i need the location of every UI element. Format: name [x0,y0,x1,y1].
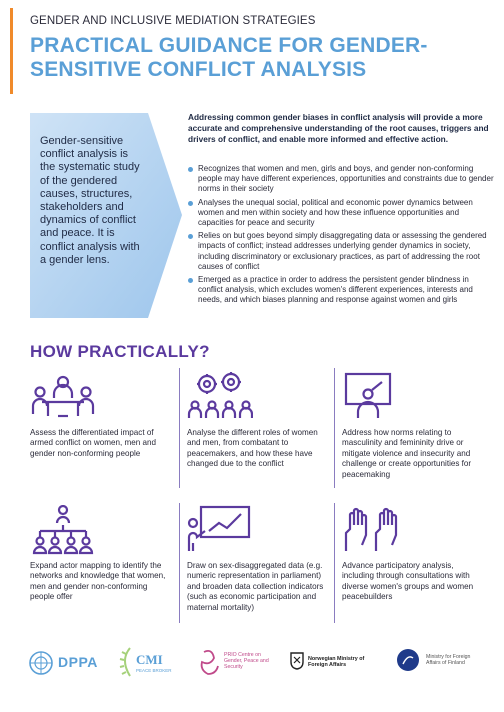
presentation-board-icon [342,372,408,422]
cmi-subtitle: PEACE BROKER [136,668,172,673]
page-title: PRACTICAL GUIDANCE FOR GENDER-SENSITIVE CONFLICT ANALYSIS [30,34,428,81]
column-divider [334,503,335,623]
bullet-dot [188,167,193,172]
practice-card [342,505,484,620]
un-emblem-icon [28,650,54,676]
prio-figure-icon [198,648,220,676]
column-divider [334,368,335,488]
prio-text: PRIO Centre on Gender, Peace and Security [224,652,269,671]
laurel-icon [118,646,134,678]
finland-emblem-icon [396,648,420,672]
definition-text: Gender-sensitive conflict analysis is the systematic study of the gendered causes, structures, stakeholders and dynamics of conflict and peace. It is conflict analysis with a gender lens. [40,135,140,266]
kicker: GENDER AND INCLUSIVE MEDIATION STRATEGIES [30,15,316,27]
practice-card [30,505,172,620]
dppa-wordmark: DPPA [58,654,98,670]
people-gears-icon [187,372,253,422]
column-divider [179,503,180,623]
finland-text: Ministry for Foreign Affairs of Finland [426,654,471,667]
trend-chart-icon [187,505,253,555]
meeting-table-icon [30,372,96,422]
cmi-logo [118,646,172,683]
cmi-wordmark: CMI [136,652,163,667]
prio-logo [198,648,269,681]
list-item: Analyses the unequal social, political and economic power dynamics between women and men within society and how these influence opportunities and capacities for peace and security [188,198,494,229]
list-item: Emerged as a practice in order to address the persistent gender blindness in conflict analysis, which excludes women's different experiences, interests and needs, and which biases planning and response against women and girls [188,275,494,306]
list-item: Recognizes that women and men, girls and boys, and gender non-conforming people may have different experiences, opportunities and constraints due to gender norms in their society [188,164,494,195]
column-divider [179,368,180,488]
bullet-dot [188,278,193,283]
practice-card [187,372,329,482]
accent-bar [10,8,13,94]
norway-text: Norwegian Ministry of Foreign Affairs [308,656,365,669]
norway-logo [290,652,365,675]
org-chart-icon [30,505,96,555]
un-dppa-logo [28,650,98,681]
bullet-list [188,164,494,309]
card-text: Assess the differentiated impact of armed conflict on women, men and gender non-conforming people [30,428,156,458]
partner-logos [0,640,504,700]
practice-card [342,372,484,482]
bullet-dot [188,234,193,239]
card-text: Expand actor mapping to identify the networks and knowledge that women, men and gender non-conforming people offer [30,561,166,602]
card-text: Address how norms relating to masculinity and femininity drive or mitigate violence and insecurity and challenge or create opportunities for peacemaking [342,428,472,479]
practice-card [187,505,329,620]
practice-card [30,372,172,482]
finland-logo [396,648,471,677]
list-item: Relies on but goes beyond simply disaggregating data or assessing the gendered impacts of conflict; instead addresses underlying gender dynamics in society, including discriminatory or exclusionary practices, as part of addressing the root causes of conflict [188,231,494,272]
card-text: Draw on sex-disaggregated data (e.g. numeric representation in parliament) and broaden data collection indicators (such as economic participation and maternal mortality) [187,561,324,612]
section-heading: HOW PRACTICALLY? [30,342,210,361]
raised-hands-icon [342,505,408,555]
intro-paragraph: Addressing common gender biases in conflict analysis will provide a more accurate and comprehensive understanding of the root causes, triggers and drivers of conflict, and enable more informed and effective action. [188,112,489,144]
norway-coat-of-arms-icon [290,652,304,670]
card-text: Advance participatory analysis, including through consultations with diverse women's groups and women peacebuilders [342,561,474,602]
card-text: Analyse the different roles of women and men, from combatant to peacemakers, and how these have changed due to the conflict [187,428,318,469]
bullet-dot [188,201,193,206]
